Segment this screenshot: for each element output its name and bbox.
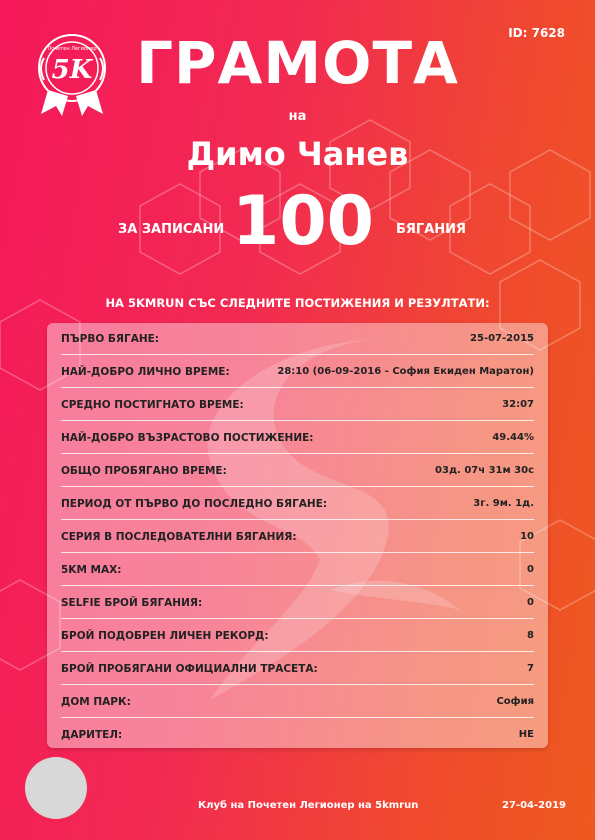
stat-value: 10	[520, 531, 534, 542]
stat-row	[61, 690, 534, 712]
stat-label: ОБЩО ПРОБЯГАНО ВРЕМЕ:	[61, 465, 227, 477]
recorded-label: ЗА ЗАПИСАНИ	[118, 222, 225, 237]
certificate-title: ГРАМОТА	[136, 29, 459, 97]
stat-row	[61, 624, 534, 646]
stat-divider	[61, 585, 534, 586]
stat-label: 5KM MAX:	[61, 564, 122, 576]
stat-row	[61, 327, 534, 349]
stamp-circle	[25, 757, 87, 819]
stat-label: ДОМ ПАРК:	[61, 696, 131, 708]
stat-row	[61, 360, 534, 382]
stat-divider	[61, 684, 534, 685]
stat-row	[61, 558, 534, 580]
stat-value: 49.44%	[492, 432, 534, 443]
stat-row	[61, 492, 534, 514]
stat-row	[61, 657, 534, 679]
stat-label: НАЙ-ДОБРО ЛИЧНО ВРЕМЕ:	[61, 366, 230, 378]
stat-divider	[61, 552, 534, 553]
stat-value: 25-07-2015	[470, 333, 534, 344]
stat-divider	[61, 651, 534, 652]
stat-divider	[61, 354, 534, 355]
stat-divider	[61, 453, 534, 454]
stat-label: ПЕРИОД ОТ ПЪРВО ДО ПОСЛЕДНО БЯГАНЕ:	[61, 498, 328, 510]
stats-panel	[47, 323, 548, 748]
stat-value: 3г. 9м. 1д.	[473, 498, 534, 509]
stat-label: СЕРИЯ В ПОСЛЕДОВАТЕЛНИ БЯГАНИЯ:	[61, 531, 297, 543]
svg-text:Почетен Легионер: Почетен Легионер	[47, 46, 97, 52]
stat-value: 03д. 07ч 31м 30с	[435, 465, 534, 476]
stat-label: ПЪРВО БЯГАНЕ:	[61, 333, 159, 345]
svg-text:5K: 5K	[51, 55, 93, 85]
stat-row	[61, 525, 534, 547]
stat-divider	[61, 519, 534, 520]
stat-value: 8	[527, 630, 534, 641]
stat-value: 28:10 (06-09-2016 - София Екиден Маратон)	[277, 366, 534, 377]
stat-value: 32:07	[502, 399, 534, 410]
stat-value: 0	[527, 597, 534, 608]
stat-divider	[61, 420, 534, 421]
issue-date: 27-04-2019	[502, 800, 566, 811]
stat-label: БРОЙ ПРОБЯГАНИ ОФИЦИАЛНИ ТРАСЕТА:	[61, 663, 318, 675]
stat-row	[61, 459, 534, 481]
stat-divider	[61, 618, 534, 619]
stat-divider	[61, 717, 534, 718]
stat-label: СРЕДНО ПОСТИГНАТО ВРЕМЕ:	[61, 399, 244, 411]
certificate-id: ID: 7628	[508, 26, 565, 40]
stat-divider	[61, 486, 534, 487]
achievements-intro: НА 5KMRUN СЪС СЛЕДНИТЕ ПОСТИЖЕНИЯ И РЕЗУЛТАТИ:	[105, 296, 490, 310]
stat-label: ДАРИТЕЛ:	[61, 729, 123, 741]
stat-row	[61, 591, 534, 613]
recipient-name: Димо Чанев	[186, 135, 409, 173]
runs-label: БЯГАНИЯ	[396, 222, 467, 237]
stat-row	[61, 426, 534, 448]
club-footer: Клуб на Почетен Легионер на 5kmrun	[198, 800, 419, 811]
stat-value: 7	[527, 663, 534, 674]
stat-row	[61, 393, 534, 415]
stat-value: НЕ	[518, 729, 534, 740]
stat-label: SELFIE БРОЙ БЯГАНИЯ:	[61, 597, 203, 609]
run-count: 100	[232, 182, 374, 261]
stat-label: БРОЙ ПОДОБРЕН ЛИЧЕН РЕКОРД:	[61, 630, 269, 642]
stat-row	[61, 723, 534, 745]
stat-value: 0	[527, 564, 534, 575]
for-word: на	[288, 109, 307, 124]
stat-divider	[61, 387, 534, 388]
stat-value: София	[496, 696, 534, 707]
stat-label: НАЙ-ДОБРО ВЪЗРАСТОВО ПОСТИЖЕНИЕ:	[61, 432, 314, 444]
